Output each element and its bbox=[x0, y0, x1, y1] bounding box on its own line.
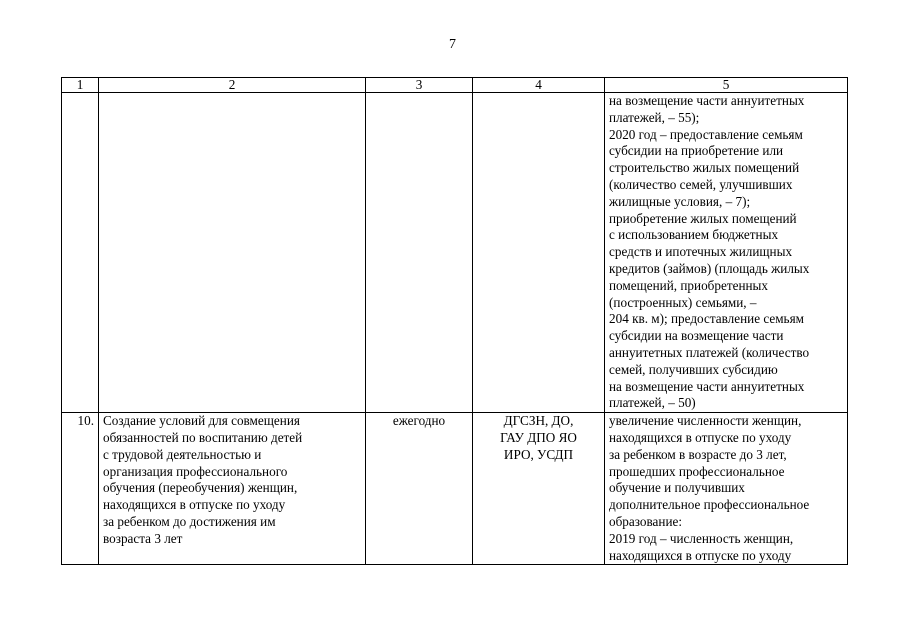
executor-cell bbox=[473, 413, 605, 565]
text-line: средств и ипотечных жилищных bbox=[609, 244, 793, 260]
result-cell bbox=[605, 93, 848, 413]
text-line: находящихся в отпуске по уходу bbox=[609, 429, 792, 445]
row-number-cell: 10. bbox=[62, 413, 99, 565]
text-line: на возмещение части аннуитетных bbox=[609, 93, 805, 108]
text-line: субсидии на приобретение или bbox=[609, 143, 784, 159]
text-line: ГАУ ДПО ЯО bbox=[500, 429, 577, 445]
text-line: (количество семей, улучшивших bbox=[609, 176, 793, 192]
text-line: находящихся в отпуске по уходу bbox=[609, 547, 792, 563]
text-line: приобретение жилых помещений bbox=[609, 210, 797, 226]
text-line: обязанностей по воспитанию детей bbox=[103, 429, 303, 445]
measure-cell bbox=[99, 413, 366, 565]
period-cell: ежегодно bbox=[366, 413, 473, 565]
text-line: ИРО, УСДП bbox=[503, 446, 574, 462]
table-row bbox=[62, 413, 848, 565]
text-line: 2019 год – численность женщин, bbox=[609, 530, 794, 546]
text-line: за ребенком в возрасте до 3 лет, bbox=[609, 446, 787, 462]
text-line: на возмещение части аннуитетных bbox=[609, 378, 805, 394]
table-header-row bbox=[62, 78, 848, 93]
text-line: за ребенком до достижения им bbox=[103, 513, 276, 529]
text-line: 204 кв. м); предоставление семьям bbox=[609, 311, 804, 327]
text-line: платежей, – 50) bbox=[609, 395, 696, 411]
text-line: дополнительное профессиональное bbox=[609, 497, 810, 513]
measures-table bbox=[61, 77, 848, 565]
text-line: увеличение численности женщин, bbox=[609, 413, 802, 429]
column-header: 5 bbox=[605, 78, 848, 93]
table-row bbox=[62, 93, 848, 413]
column-header: 4 bbox=[473, 78, 605, 93]
executor-cell bbox=[473, 93, 605, 413]
column-header: 1 bbox=[62, 78, 99, 93]
text-line: образование: bbox=[609, 513, 683, 529]
text-line: (построенных) семьями, – bbox=[609, 294, 757, 310]
measure-cell bbox=[99, 93, 366, 413]
column-header: 3 bbox=[366, 78, 473, 93]
text-line: строительство жилых помещений bbox=[609, 160, 800, 176]
text-line: семей, получивших субсидию bbox=[609, 361, 778, 377]
text-line: обучение и получивших bbox=[609, 480, 745, 496]
text-line: ДГСЗН, ДО, bbox=[503, 413, 574, 429]
text-line: субсидии на возмещение части bbox=[609, 328, 784, 344]
text-line: организация профессионального bbox=[103, 463, 288, 479]
text-line: с использованием бюджетных bbox=[609, 227, 779, 243]
column-header: 2 bbox=[99, 78, 366, 93]
result-cell bbox=[605, 413, 848, 565]
text-line: аннуитетных платежей (количество bbox=[609, 344, 810, 360]
row-number-cell bbox=[62, 93, 99, 413]
text-line: помещений, приобретенных bbox=[609, 277, 769, 293]
page-number: 7 bbox=[449, 37, 456, 52]
text-line: жилищные условия, – 7); bbox=[609, 193, 751, 209]
text-line: с трудовой деятельностью и bbox=[103, 446, 262, 462]
period-cell bbox=[366, 93, 473, 413]
text-line: платежей, – 55); bbox=[609, 109, 700, 125]
text-line: прошедших профессиональное bbox=[609, 463, 785, 479]
text-line: Создание условий для совмещения bbox=[103, 413, 300, 429]
text-line: кредитов (займов) (площадь жилых bbox=[609, 260, 810, 276]
text-line: 2020 год – предоставление семьям bbox=[609, 126, 803, 142]
text-line: возраста 3 лет bbox=[103, 530, 183, 546]
text-line: обучения (переобучения) женщин, bbox=[103, 480, 298, 496]
text-line: находящихся в отпуске по уходу bbox=[103, 497, 286, 513]
